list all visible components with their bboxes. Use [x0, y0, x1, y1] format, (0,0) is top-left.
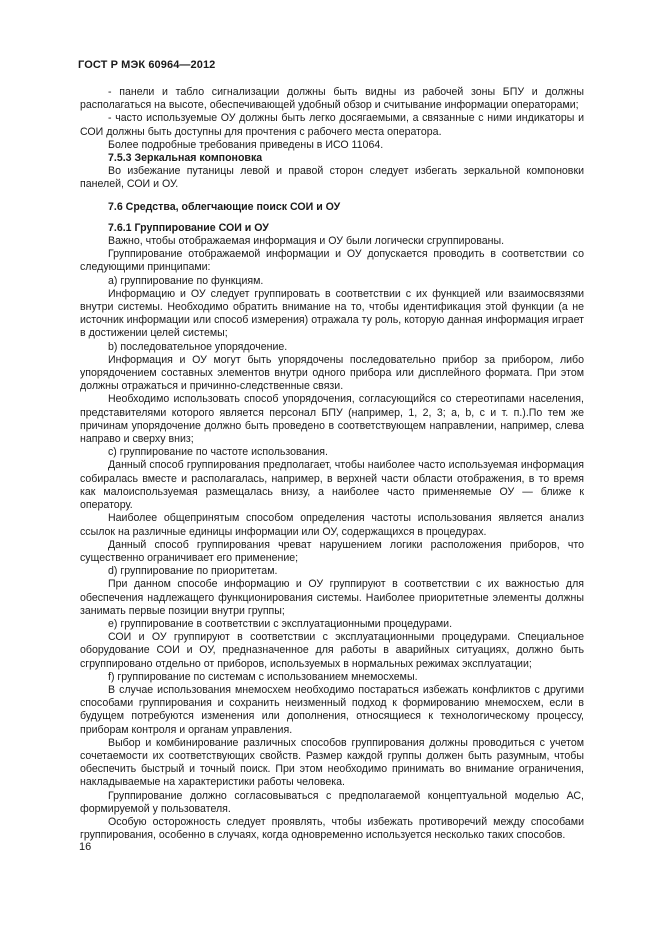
- paragraph: Группирование должно согласовываться с предполагаемой концептуальной моделью АС, формируемой у пользователя.: [80, 789, 584, 815]
- paragraph: - часто используемые ОУ должны быть легко досягаемыми, а связанные с ними индикаторы и СОИ должны быть доступны для прочтения с рабочего места оператора.: [80, 112, 584, 138]
- paragraph: Группирование отображаемой информации и ОУ допускается проводить в соответствии со следующими принципами:: [80, 248, 584, 274]
- paragraph: Необходимо использовать способ упорядочения, согласующийся со стереотипами населения, представителями которого является персонал БПУ (например, 1, 2, 3; а, b, с и т. п.).По тем же причинам упорядочение должно быть проведено в соответствующем направлении, например, слева направо и сверху вниз;: [80, 393, 584, 446]
- page-header: ГОСТ Р МЭК 60964—2012: [78, 59, 216, 71]
- section-heading-7-5-3: 7.5.3 Зеркальная компоновка: [108, 152, 263, 165]
- paragraph: Информацию и ОУ следует группировать в соответствии с их функцией или взаимосвязями внутри системы. Необходимо обратить внимание на то, чтобы идентификация этой функции (а не источник информации или способ измерения) отражала ту роль, которую данная информация играет в достижении целей системы;: [80, 287, 584, 340]
- paragraph: Данный способ группирования чреват нарушением логики расположения приборов, что существенно ограничивает его применение;: [80, 538, 584, 564]
- list-item: а) группирование по функциям.: [108, 274, 264, 287]
- section-heading-7-6: 7.6 Средства, облегчающие поиск СОИ и ОУ: [108, 200, 341, 213]
- page-number: 16: [79, 841, 92, 853]
- list-item: f) группирование по системам с использованием мнемосхемы.: [108, 670, 418, 683]
- paragraph: Наиболее общепринятым способом определения частоты использования является анализ ссылок на различные единицы информации или ОУ, содержащихся в процедурах.: [80, 512, 584, 538]
- paragraph: СОИ и ОУ группируют в соответствии с эксплуатационными процедурами. Специальное оборудование СОИ и ОУ, предназначенное для работы в аварийных ситуациях, должно быть сгруппировано отдельно от приборов, используемых в нормальных режимах эксплуатации;: [80, 631, 584, 670]
- paragraph: Важно, чтобы отображаемая информация и ОУ были логически сгруппированы.: [108, 235, 505, 248]
- paragraph: Информация и ОУ могут быть упорядочены последовательно прибор за прибором, либо упорядочением составных элементов внутри одного прибора или дисплейного формата. При этом должны отражаться и причинно-следственные связи.: [80, 353, 584, 393]
- paragraph: Более подробные требования приведены в ИСО 11064.: [108, 138, 384, 151]
- list-item: е) группирование в соответствии с эксплуатационными процедурами.: [108, 617, 453, 630]
- list-item: d) группирование по приоритетам.: [108, 565, 278, 578]
- list-item: b) последовательное упорядочение.: [108, 340, 288, 353]
- paragraph: При данном способе информацию и ОУ группируют в соответствии с их важностью для обеспечения надлежащего функционирования системы. Наиболее приоритетные элементы должны занимать первые позиции внутри группы;: [80, 578, 584, 617]
- paragraph: Выбор и комбинирование различных способов группирования должны проводиться с учетом сочетаемости их соответствующих свойств. Размер каждой группы должен быть разумным, чтобы обеспечить быстрый и точный поиск. При этом необходимо принимать во внимание ограничения, накладываемые на характеристики работы человека.: [80, 736, 584, 789]
- page-body: [80, 86, 584, 842]
- list-item: с) группирование по частоте использования.: [108, 446, 328, 459]
- paragraph: В случае использования мнемосхем необходимо постараться избежать конфликтов с другими способами группирования и сохранить неизменный подход к формированию мнемосхем, если в будущем потребуются изменения или дополнения, относящиеся к технологическому процессу, приборам контроля и органам управления.: [80, 683, 584, 736]
- paragraph: Во избежание путаницы левой и правой сторон следует избегать зеркальной компоновки панелей, СОИ и ОУ.: [80, 165, 584, 191]
- paragraph: - панели и табло сигнализации должны быть видны из рабочей зоны БПУ и должны располагаться на высоте, обеспечивающей удобный обзор и считывание информации операторами;: [80, 86, 584, 112]
- paragraph: Особую осторожность следует проявлять, чтобы избежать противоречий между способами группирования, особенно в случаях, когда одновременно используется несколько таких способов.: [80, 815, 584, 842]
- paragraph: Данный способ группирования предполагает, чтобы наиболее часто используемая информация собиралась вместе и располагалась, например, в верхней части области отображения, в то время как малоиспользуемая размещалась внизу, а наиболее часто применяемые ОУ — ближе к оператору.: [80, 459, 584, 512]
- section-heading-7-6-1: 7.6.1 Группирование СОИ и ОУ: [108, 221, 269, 234]
